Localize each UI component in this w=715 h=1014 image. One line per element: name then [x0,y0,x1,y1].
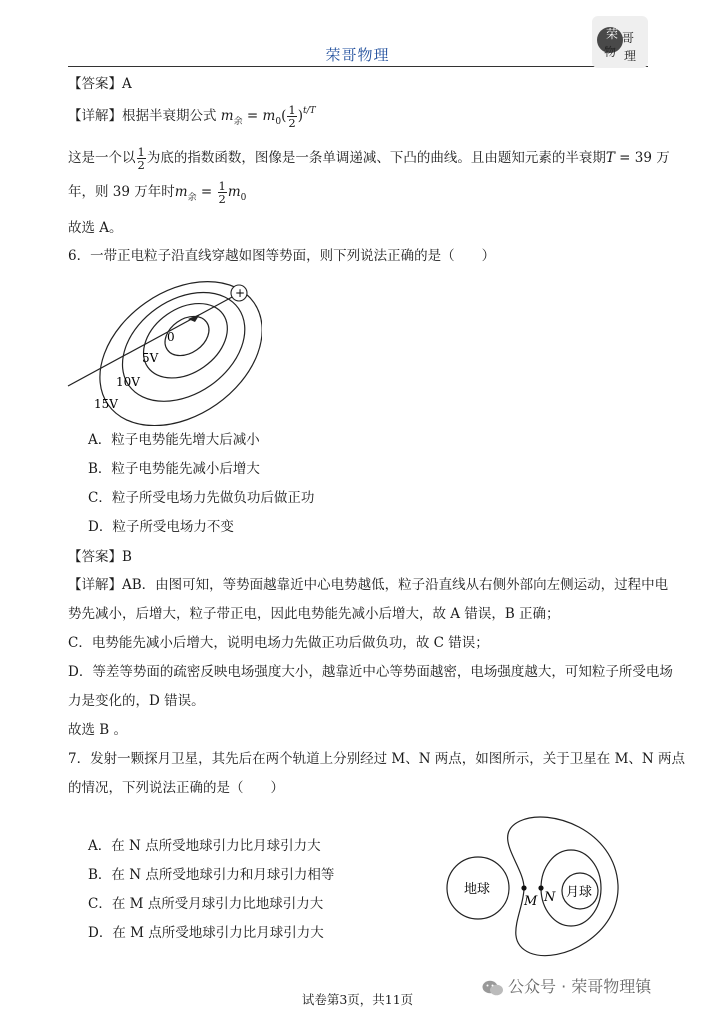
label-15v: 15V [94,397,118,411]
q7-stem-1: 7．发射一颗探月卫星，其先后在两个轨道上分别经过 M、N 两点，如图所示，关于卫星在 M、N 两点 [68,751,686,767]
q6-detail-4: D．等差等势面的疏密反映电场强度大小，越靠近中心等势面越密，电场强度越大，可知粒子所受电场 [68,664,673,680]
label-5v: 5V [142,351,159,365]
q7-option-d: D．在 M 点所受地球引力比月球引力大 [88,925,324,941]
point-m [521,885,526,890]
formula-m: m [220,108,234,124]
formula-eq: = [246,108,259,124]
orbit-figure [440,815,630,965]
q5-line3: 年，则 39 万年时$m_余$ = $\frac{1}{2}$ $m_0$ [68,179,247,206]
label-10v: 10V [116,375,140,389]
q7-option-c: C．在 M 点所受月球引力比地球引力大 [88,896,324,912]
answer-value: A [122,76,132,92]
equipotential-5v [129,288,241,393]
q5-detail-line: 【详解】根据半衰期公式 $m_余 = m_0$( $\frac{1}{2}$ )$^{t/T}$ [68,103,316,130]
earth-label: 地球 [464,882,491,897]
q6-conclusion: 故选 B 。 [68,722,128,738]
plus-label: + [235,286,246,300]
q7-option-b: B．在 N 点所受地球引力和月球引力相等 [88,867,335,883]
n-label: N [544,890,556,905]
point-n [538,885,543,890]
equipotential-figure [62,276,262,426]
formula-m0: m [262,108,276,124]
q6-detail-5: 力是变化的，D 错误。 [68,693,205,709]
label-0: 0 [167,330,175,344]
logo-char-1: 荣 [606,27,619,41]
q6-detail-2: 势先减小，后增大，粒子带正电，因此电势能先减小后增大，故 A 错误，B 正确； [68,606,560,622]
brand-logo [592,16,648,68]
m-label: M [524,894,538,909]
q6-option-a: A．粒子电势能先增大后减小 [88,432,260,448]
q6-detail-3: C．电势能先减小后增大，说明电场力先做正功后做负功，故 C 错误； [68,635,489,651]
half-fraction: $\frac{1}{2}$ [137,145,145,172]
particle-path [68,296,234,386]
q6-option-b: B．粒子电势能先减小后增大 [88,461,260,477]
q6-answer-line: 【答案】B [68,549,132,565]
detail-text: 根据半衰期公式 [122,108,217,124]
detail-tag: 【详解】 [68,108,122,124]
q7-stem-2: 的情况，下列说法正确的是（ ） [68,780,284,796]
q6-detail-1: 【详解】AB．由图可知，等势面越靠近中心电势越低，粒子沿直线从右侧外部向左侧运动，过程中电 [68,577,669,593]
formula-exponent: t/T [302,106,316,116]
logo-char-2: 哥 [622,31,635,45]
path-arrow [188,314,200,322]
watermark-text: 公众号 · 荣哥物理镇 [508,977,652,996]
header-rule [68,66,648,67]
q7-option-a: A．在 N 点所受地球引力比月球引力大 [88,838,321,854]
page-footer: 试卷第3页，共11页 [301,992,414,1007]
formula-fraction: $\frac{1}{2}$ [288,103,296,130]
logo-char-3: 物 [604,45,617,59]
q6-option-c: C．粒子所受电场力先做负功后做正功 [88,490,315,506]
header-title: 荣哥物理 [325,46,390,64]
q5-answer-line [68,74,132,94]
logo-char-4: 理 [624,49,637,63]
formula-m0-sub: 0 [275,117,282,127]
q5-line2: 这是一个以 $\frac{1}{2}$ 为底的指数函数，图像是一条单调递减、下凸的曲线。且由题知元素的半衰期T = 39 万 [68,145,670,172]
q6-stem: 6．一带正电粒子沿直线穿越如图等势面，则下列说法正确的是（ ） [68,248,496,264]
answer-tag: 【答案】 [68,76,122,92]
q5-conclusion: 故选 A。 [68,220,123,236]
formula-m-sub: 余 [233,117,243,127]
q6-option-d: D．粒子所受电场力不变 [88,519,234,535]
moon-label: 月球 [566,885,593,900]
